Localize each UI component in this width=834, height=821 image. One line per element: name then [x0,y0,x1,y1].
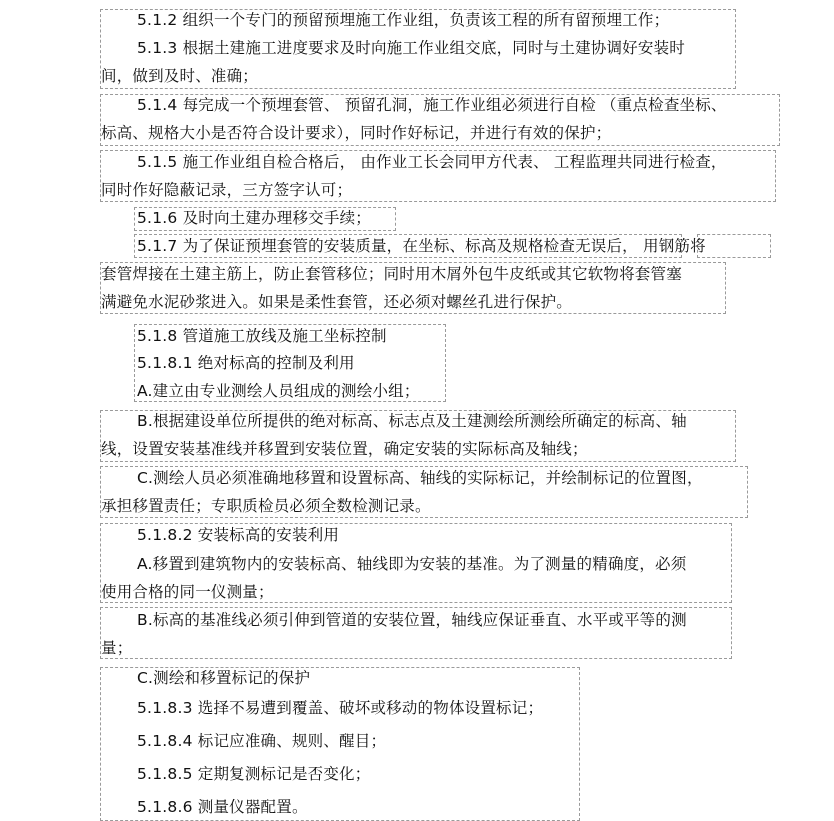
line-5185: 5.1.8.5 定期复测标记是否变化； [137,765,371,783]
line-a2-cont: 使用合格的同一仪测量； [101,583,274,601]
line-b1-cont: 线，设置安装基准线并移置到安装位置，确定安装的实际标高及轴线； [101,440,588,458]
line-513: 5.1.3 根据土建施工进度要求及时向施工作业组交底，同时与土建协调好安装时 [137,39,685,57]
line-b1: B.根据建设单位所提供的绝对标高、标志点及土建测绘所测绘所确定的标高、轴 [137,412,687,430]
line-c1-cont: 承担移置责任；专职质检员必须全数检测记录。 [101,497,431,515]
line-515: 5.1.5 施工作业组自检合格后， 由作业工长会同甲方代表、 工程监理共同进行检查， [137,153,727,171]
line-5184: 5.1.8.4 标记应准确、规则、醒目； [137,732,387,750]
line-5181: 5.1.8.1 绝对标高的控制及利用 [137,354,355,372]
line-518: 5.1.8 管道施工放线及施工坐标控制 [137,327,387,345]
line-a1: A.建立由专业测绘人员组成的测绘小组； [137,382,420,400]
line-c1: C.测绘人员必须准确地移置和设置标高、轴线的实际标记，并绘制标记的位置图， [137,469,703,487]
line-517: 5.1.7 为了保证预埋套管的安装质量，在坐标、标高及规格检查无误后， 用钢筋将 [137,237,706,255]
line-5182: 5.1.8.2 安装标高的安装利用 [137,526,340,544]
line-514: 5.1.4 每完成一个预埋套管、 预留孔洞，施工作业组必须进行自检 （重点检查坐标、 [137,96,727,114]
line-512: 5.1.2 组织一个专门的预留预埋施工作业组，负责该工程的所有留预埋工作； [137,11,670,29]
line-c2: C.测绘和移置标记的保护 [137,669,311,687]
line-515-cont: 同时作好隐蔽记录，三方签字认可； [101,181,353,199]
line-514-cont: 标高、规格大小是否符合设计要求），同时作好标记，并进行有效的保护； [101,124,612,142]
line-a2: A.移置到建筑物内的安装标高、轴线即为安装的基准。为了测量的精确度，必须 [137,555,687,573]
line-513-cont: 间，做到及时、准确； [101,67,259,85]
line-516: 5.1.6 及时向土建办理移交手续； [137,209,371,227]
line-5183: 5.1.8.3 选择不易遭到覆盖、破坏或移动的物体设置标记； [137,699,544,717]
line-5186: 5.1.8.6 测量仪器配置。 [137,798,308,816]
line-517-cont2: 满避免水泥砂浆进入。如果是柔性套管，还必须对螺丝孔进行保护。 [101,293,573,311]
line-b2: B.标高的基准线必须引伸到管道的安装位置，轴线应保证垂直、水平或平等的测 [137,611,687,629]
block-517-tail [697,234,771,258]
line-b2-cont: 量； [101,639,133,657]
line-517-cont1: 套管焊接在土建主筋上，防止套管移位；同时用木屑外包牛皮纸或其它软物将套管塞 [101,265,682,283]
